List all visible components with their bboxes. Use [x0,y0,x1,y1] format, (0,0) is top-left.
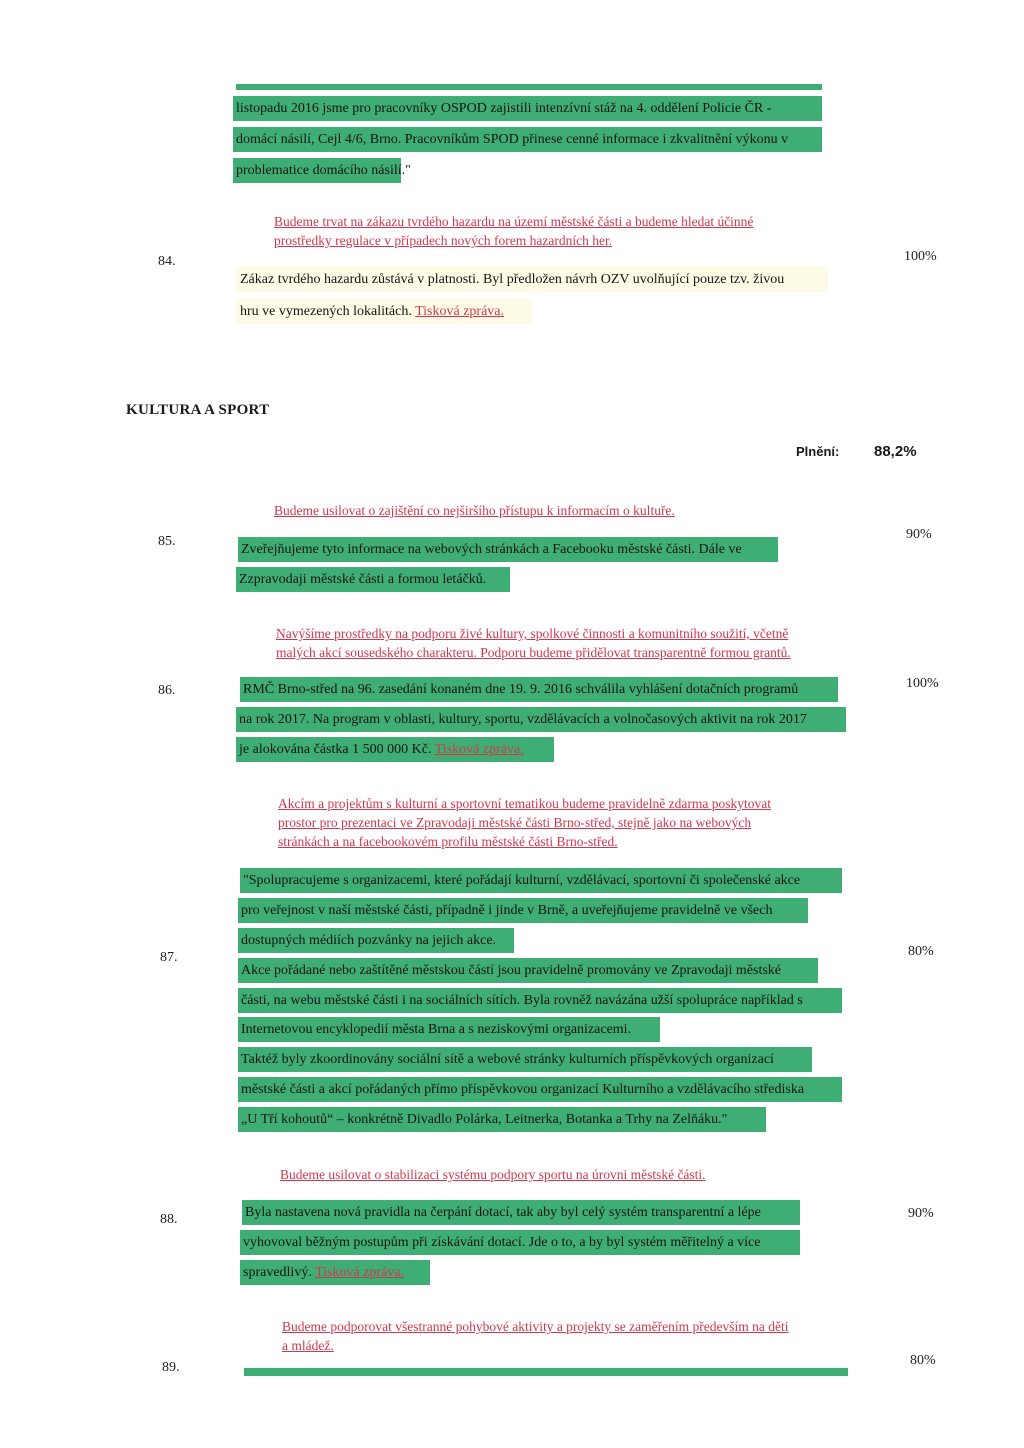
item88-number: 88. [160,1212,178,1227]
item88-status-line-3 [240,1260,430,1285]
item89-number: 89. [162,1360,180,1375]
item87-status-line-4: Akce pořádané nebo zaštítěné městskou částí jsou pravidelně promovány ve Zpravodaji městské [238,958,818,983]
item89-promise-line-2: a mládež. [282,1338,334,1353]
plneni-label: Plnění: [796,444,840,459]
top-text-line-2: domácí násilí, Cejl 4/6, Brno. Pracovníkům SPOD přinese cenné informace i zkvalitnění výkonu v [233,127,822,152]
item86-status-line-1: RMČ Brno-střed na 96. zasedání konaném dne 19. 9. 2016 schválila vyhlášení dotačních programů [240,677,838,702]
item87-status-line-1: "Spolupracujeme s organizacemi, které pořádají kulturní, vzdělávací, sportovní či společenské akce [240,868,842,893]
item87-percent: 80% [908,944,934,959]
item85-percent: 90% [906,527,932,542]
item86-status-line-3 [236,737,554,762]
item89-percent: 80% [910,1353,936,1368]
top-text-line-1: listopadu 2016 jsme pro pracovníky OSPOD zajistili intenzívní stáž na 4. oddělení Policie ČR - [233,96,822,121]
item87-status-line-8: městské části a akcí pořádaných přímo příspěvkovou organizací Kulturního a vzdělávacího střediska [238,1077,842,1102]
item86-status-text-3: je alokována částka 1 500 000 Kč. [239,742,432,757]
item85-number: 85. [158,534,176,549]
item87-promise-line-2: prostor pro prezentaci ve Zpravodaji městské části Brno-střed, stejně jako na webových [278,815,752,830]
item84-percent: 100% [904,249,937,264]
item84-promise-line-1: Budeme trvat na zákazu tvrdého hazardu na území městské části a budeme hledat účinné [274,214,754,229]
item84-press-link[interactable]: Tisková zpráva. [415,304,504,319]
item87-status-line-5: části, na webu městské části i na sociálních sítích. Byla rovněž navázána užší spolupráce například s [238,988,842,1013]
item87-promise-line-1: Akcím a projektům s kulturní a sportovní tematikou budeme pravidelně zdarma poskytovat [278,796,772,811]
item87-status-line-6: Internetovou encyklopedií města Brna a s neziskovými organizacemi. [238,1017,660,1042]
item87-promise-line-3: stránkách a na facebookovém profilu městské části Brno-střed. [278,834,618,849]
top-text-line-3: problematice domácího násilí." [233,158,401,183]
item86-press-link[interactable]: Tisková zpráva. [434,742,524,757]
item87-number: 87. [160,950,178,965]
item89-highlight-bar [244,1368,848,1376]
item88-status-text-3: spravedlivý. [243,1265,312,1280]
item85-promise-line-1: Budeme usilovat o zajištění co nejširšího přístupu k informacím o kultuře. [274,503,675,518]
top-highlight-bar [236,84,822,90]
item88-press-link[interactable]: Tisková zpráva. [315,1265,404,1280]
item86-status-line-2: na rok 2017. Na program v oblasti, kultury, sportu, vzdělávacích a volnočasových aktivit na rok 2017 [236,707,846,732]
item88-promise-line-1: Budeme usilovat o stabilizaci systému podpory sportu na úrovni městské části. [280,1167,706,1182]
item89-promise-line-1: Budeme podporovat všestranné pohybové aktivity a projekty se zaměřením především na děti [282,1319,789,1334]
item84-promise-line-2: prostředky regulace v případech nových forem hazardních her. [274,233,613,248]
item85-status-line-2: Zzpravodaji městské části a formou letáčků. [236,567,510,592]
item87-status-line-2: pro veřejnost v naší městské části, případně i jinde v Brně, a uveřejňujeme pravidelně ve všech [238,898,808,923]
section-title: KULTURA A SPORT [126,402,270,418]
item84-number: 84. [158,254,176,269]
item86-promise-line-1: Navýšíme prostředky na podporu živé kultury, spolkové činnosti a komunitního soužití, včetně [276,626,789,641]
item85-status-line-1: Zveřejňujeme tyto informace na webových stránkách a Facebooku městské části. Dále ve [238,537,778,562]
item86-number: 86. [158,683,176,698]
item84-status-text-2: hru ve vymezených lokalitách. [240,304,412,319]
item87-status-line-3: dostupných médiích pozvánky na jejich akce. [238,928,514,953]
item84-status-line-1: Zákaz tvrdého hazardu zůstává v platnosti. Byl předložen návrh OZV uvolňující pouze tzv. živou [236,266,828,292]
item88-status-line-2: vyhovoval běžným postupům při získávání dotací. Jde o to, a by byl systém měřitelný a více [240,1230,800,1255]
plneni-value: 88,2% [874,443,917,460]
item88-status-line-1: Byla nastavena nová pravidla na čerpání dotací, tak aby byl celý systém transparentní a lépe [242,1200,800,1225]
item86-percent: 100% [906,676,939,691]
item87-status-line-9: „U Tří kohoutů“ – konkrétně Divadlo Polárka, Leitnerka, Botanka a Trhy na Zelňáku." [238,1107,766,1132]
item86-promise-line-2: malých akcí sousedského charakteru. Podporu budeme přidělovat transparentně formou grantů. [276,645,791,660]
item88-percent: 90% [908,1206,934,1221]
item87-status-line-7: Taktéž byly zkoordinovány sociální sítě a webové stránky kulturních příspěvkových organizací [238,1047,812,1072]
item84-status-line-2 [236,298,532,324]
